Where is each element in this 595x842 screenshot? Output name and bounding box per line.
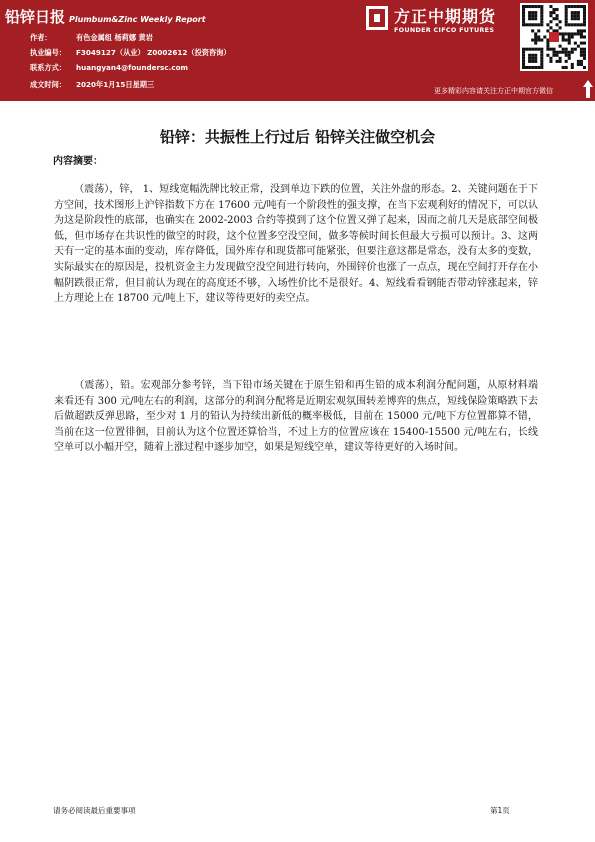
license-row xyxy=(30,48,231,58)
lead-text: （震荡），铅。宏观部分参考锌，当下铅市场关键在于原生铅和再生铅的成本利润分配问题，从原材料端来看还有 300 元/吨左右的利润，这部分的利润分配将是近期宏观氛围转差博弈的焦点，短线保险策略跌下去后做超跌反弹思路，至少对 1 月的铅认为持续出新低的概率极低，目前在 15000 元/吨下方位置都算不错，当前在这一位置徘徊，目前认为这个位置还算恰当，不过上方的位置应该在 15400-15500 元/吨左右，长线空单可以小幅开空，随着上涨过程中逐步加空，如果是短线空单，建议等待更好的入场时间。 xyxy=(54,380,538,454)
license-value: F3049127（从业） Z0002612（投资咨询） xyxy=(76,48,231,57)
author-value: 有色金属组 杨莉娜 黄岩 xyxy=(76,33,153,42)
arrow-up-icon xyxy=(583,80,593,98)
contact-label: 联系方式： xyxy=(30,63,66,72)
company-logo xyxy=(366,4,512,42)
license-label: 执业编号： xyxy=(30,48,66,57)
lead-paragraph xyxy=(54,378,538,456)
report-title xyxy=(5,6,206,27)
document-title: 铅锌：共振性上行过后 铅锌关注做空机会 xyxy=(159,128,436,146)
author-row xyxy=(30,33,153,43)
date-label: 成文时间： xyxy=(30,80,66,89)
date-value: 2020年1月15日星期三 xyxy=(76,80,155,89)
report-title-en: Plumbum&Zinc Weekly Report xyxy=(69,15,206,24)
zinc-text: （震荡），锌， 1、短线宽幅洗牌比较正常，没到单边下跌的位置，关注外盘的形态。2、关键问题在于下方空间，技术图形上沪锌指数下方在 17600 元/吨有一个阶段性的强支撑，在当下宏观利好的情况下，可以认为这是阶段性的底部，也确实在 2002-2003 合约等摸到了这个位置又弹了起来，因而之前几天是底部空间极低，但市场存在共识性的做空的时段，这个位置多空没空间，做多等候时间长但最大亏损可以预计。3、这两天有一定的基本面的变动，库存降低，国外库存和现货都可能紧张，但要注意这都是常态，没有太多的变数，实际最实在的原因是，投机资金主力发现做空没空间进行转向，外围锌价也涨了一点点，现在空间打开存在小幅阴跌很正常，但目前认为现在的高度还不够，入场性价比不是很好。4、短线看看钢能否带动锌涨起来，锌上方理论上在 18700 元/吨上下，建议等待更好的卖空点。 xyxy=(54,184,538,305)
logo-mark-icon xyxy=(366,6,388,30)
footer-disclaimer: 请务必阅读最后重要事项 xyxy=(53,806,136,815)
qr-code-icon xyxy=(520,3,588,71)
report-title-cn: 铅锌日报 xyxy=(5,8,66,26)
wechat-notice: 更多精彩内容请关注方正中期官方微信 xyxy=(434,87,553,95)
logo-en: FOUNDER CIFCO FUTURES xyxy=(394,26,495,34)
contact-row xyxy=(30,63,188,73)
summary-label: 内容摘要： xyxy=(53,156,103,167)
contact-value[interactable]: huangyan4@foundersc.com xyxy=(76,63,189,72)
date-row xyxy=(30,80,154,90)
zinc-paragraph xyxy=(54,182,538,307)
author-label: 作者： xyxy=(30,33,52,42)
footer-page-number: 第1页 xyxy=(490,806,510,815)
logo-cn: 方正中期期货 xyxy=(394,7,497,26)
report-header xyxy=(0,0,595,101)
